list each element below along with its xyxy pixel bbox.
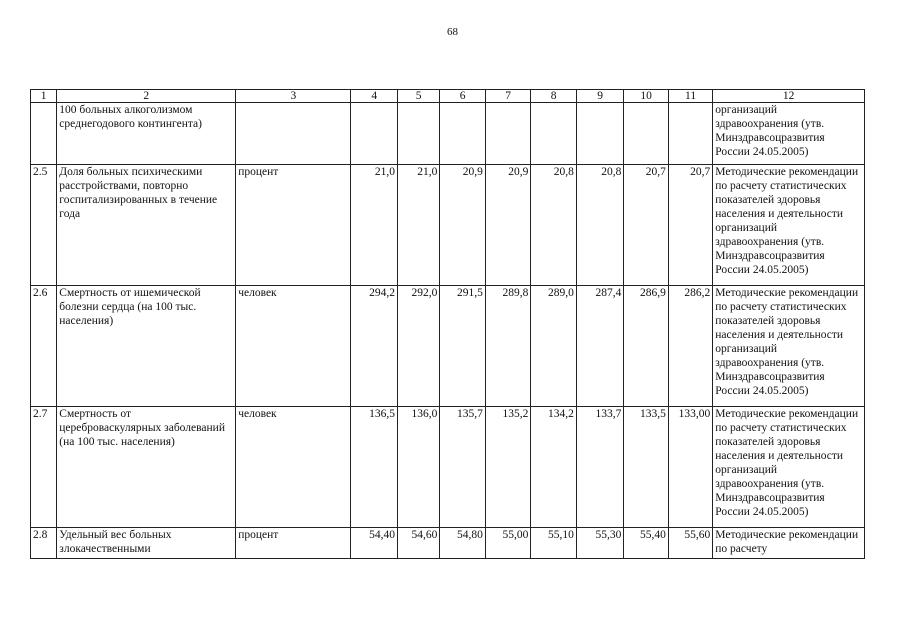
unit <box>236 103 351 165</box>
source-cell: Методические рекомендации по расчету <box>713 528 865 559</box>
indicator-name: Смертность от ишемической болезни сердца (на 100 тыс. населения) <box>57 286 236 407</box>
value-cell <box>440 103 485 165</box>
column-header: 12 <box>713 90 865 103</box>
row-index: 2.5 <box>31 165 57 286</box>
value-cell: 55,10 <box>531 528 576 559</box>
source-cell: организаций здравоохранения (утв. Минздравсоцразвития России 24.05.2005) <box>713 103 865 165</box>
value-cell: 20,9 <box>485 165 530 286</box>
column-number-row <box>31 90 865 103</box>
unit: процент <box>236 165 351 286</box>
value-cell <box>485 103 530 165</box>
value-cell <box>576 103 624 165</box>
value-cell: 289,8 <box>485 286 530 407</box>
value-cell: 20,7 <box>624 165 668 286</box>
column-header: 4 <box>351 90 398 103</box>
value-cell: 135,2 <box>485 407 530 528</box>
value-cell <box>624 103 668 165</box>
value-cell: 55,00 <box>485 528 530 559</box>
value-cell: 136,5 <box>351 407 398 528</box>
value-cell: 21,0 <box>397 165 439 286</box>
value-cell: 55,40 <box>624 528 668 559</box>
table-row <box>31 165 865 286</box>
value-cell: 133,00 <box>668 407 712 528</box>
indicator-name: Удельный вес больных злокачественными <box>57 528 236 559</box>
table-row <box>31 103 865 165</box>
value-cell: 292,0 <box>397 286 439 407</box>
value-cell: 54,40 <box>351 528 398 559</box>
column-header: 9 <box>576 90 624 103</box>
value-cell: 287,4 <box>576 286 624 407</box>
value-cell: 294,2 <box>351 286 398 407</box>
row-index: 2.6 <box>31 286 57 407</box>
table-row <box>31 407 865 528</box>
value-cell: 133,5 <box>624 407 668 528</box>
value-cell: 21,0 <box>351 165 398 286</box>
column-header: 10 <box>624 90 668 103</box>
indicator-name: Доля больных психическими расстройствами, повторно госпитализированных в течение года <box>57 165 236 286</box>
column-header: 1 <box>31 90 57 103</box>
table-row <box>31 528 865 559</box>
value-cell: 136,0 <box>397 407 439 528</box>
unit: человек <box>236 407 351 528</box>
value-cell: 134,2 <box>531 407 576 528</box>
value-cell: 55,60 <box>668 528 712 559</box>
page-number: 68 <box>447 26 458 38</box>
column-header: 6 <box>440 90 485 103</box>
source-cell: Методические рекомендации по расчету статистических показателей здоровья населения и деятельности организаций здравоохранения (утв. Минздравсоцразвития России 24.05.2005) <box>713 407 865 528</box>
unit: процент <box>236 528 351 559</box>
value-cell: 20,8 <box>576 165 624 286</box>
value-cell <box>397 103 439 165</box>
value-cell <box>531 103 576 165</box>
column-header: 8 <box>531 90 576 103</box>
value-cell: 55,30 <box>576 528 624 559</box>
row-index: 2.8 <box>31 528 57 559</box>
value-cell: 286,2 <box>668 286 712 407</box>
column-header: 11 <box>668 90 712 103</box>
indicator-name: 100 больных алкоголизмом среднегодового контингента) <box>57 103 236 165</box>
value-cell <box>351 103 398 165</box>
value-cell: 54,60 <box>397 528 439 559</box>
value-cell: 20,7 <box>668 165 712 286</box>
value-cell: 54,80 <box>440 528 485 559</box>
column-header: 7 <box>485 90 530 103</box>
column-header: 5 <box>397 90 439 103</box>
source-cell: Методические рекомендации по расчету статистических показателей здоровья населения и деятельности организаций здравоохранения (утв. Минздравсоцразвития России 24.05.2005) <box>713 286 865 407</box>
column-header: 3 <box>236 90 351 103</box>
indicators-table <box>30 89 865 559</box>
table-row <box>31 286 865 407</box>
value-cell: 289,0 <box>531 286 576 407</box>
source-cell: Методические рекомендации по расчету статистических показателей здоровья населения и деятельности организаций здравоохранения (утв. Минздравсоцразвития России 24.05.2005) <box>713 165 865 286</box>
value-cell: 135,7 <box>440 407 485 528</box>
value-cell: 286,9 <box>624 286 668 407</box>
value-cell: 133,7 <box>576 407 624 528</box>
indicator-name: Смертность от цереброваскулярных заболеваний (на 100 тыс. населения) <box>57 407 236 528</box>
unit: человек <box>236 286 351 407</box>
row-index: 2.7 <box>31 407 57 528</box>
value-cell: 291,5 <box>440 286 485 407</box>
value-cell: 20,8 <box>531 165 576 286</box>
value-cell <box>668 103 712 165</box>
row-index <box>31 103 57 165</box>
value-cell: 20,9 <box>440 165 485 286</box>
column-header: 2 <box>57 90 236 103</box>
